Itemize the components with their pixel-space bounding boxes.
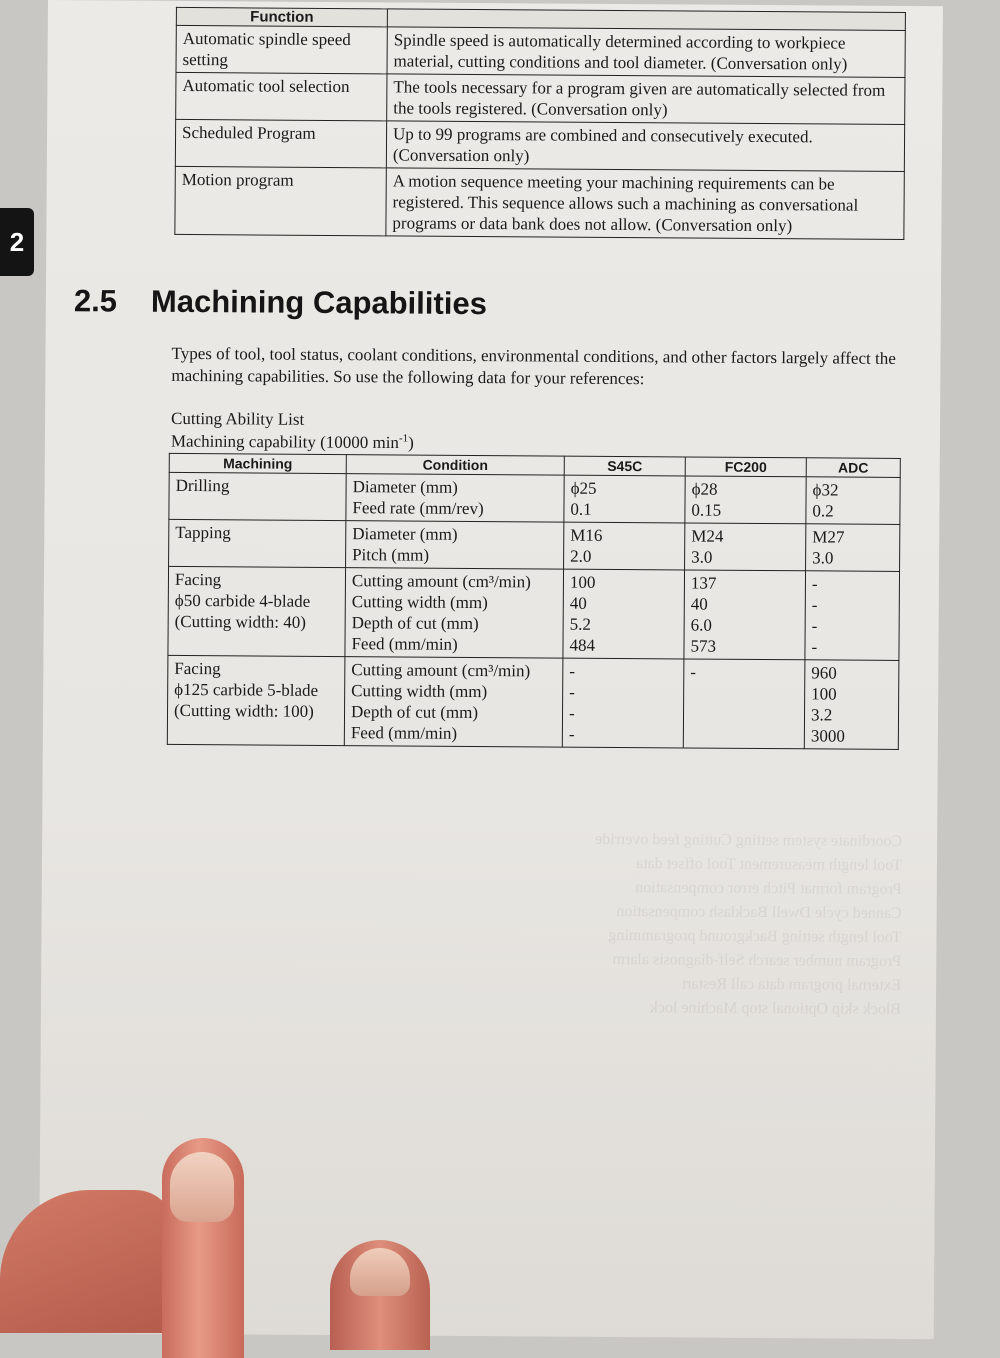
conditions-value: Diameter (mm) <box>352 524 458 544</box>
table-row <box>175 119 904 171</box>
conditions-value: Cutting width (mm) <box>351 681 488 702</box>
s45c-value: M16 <box>570 525 603 545</box>
conditions-cell <box>345 568 564 659</box>
finger-image <box>330 1240 430 1350</box>
fc200-value: 137 <box>690 573 717 593</box>
fc200-value: 3.0 <box>691 547 713 567</box>
conditions-value: Feed (mm/min) <box>351 634 458 654</box>
s45c-cell <box>564 522 685 570</box>
conditions-value: Feed (mm/min) <box>350 723 458 743</box>
bleed-through-text <box>81 800 902 1022</box>
adc-value: ϕ32 <box>812 480 839 500</box>
header-s45c: S45C <box>564 456 685 476</box>
s45c-value: 40 <box>569 593 587 613</box>
s45c-cell <box>564 475 685 523</box>
s45c-value: 2.0 <box>570 546 592 566</box>
machining-value: (Cutting width: 100) <box>173 700 314 721</box>
s45c-value: - <box>568 703 575 723</box>
section-title: Machining Capabilities <box>150 283 488 322</box>
fc200-value: 40 <box>690 594 708 614</box>
fc200-value: 573 <box>690 636 717 656</box>
function-description: A motion sequence meeting your machining requirements can be registered. This sequence allows such a machining as conversational programs or data bank does not allow. (Conversation only) <box>386 168 904 240</box>
machining-cell <box>169 519 346 567</box>
adc-value: 3000 <box>810 726 845 746</box>
adc-cell <box>804 660 899 750</box>
fc200-value: ϕ28 <box>691 479 718 499</box>
s45c-cell <box>562 658 684 748</box>
adc-cell <box>806 477 900 525</box>
s45c-cell <box>563 569 685 659</box>
adc-value: - <box>811 574 818 594</box>
fc200-value: ​ <box>689 704 691 724</box>
machining-cell <box>169 472 346 520</box>
s45c-value: - <box>568 724 575 744</box>
table-row <box>169 472 900 524</box>
adc-value: 3.0 <box>812 548 834 568</box>
header-machining: Machining <box>169 453 346 473</box>
function-table <box>174 7 906 240</box>
bleed-line: Block skip Optional stop Machine lock <box>649 999 902 1018</box>
bleed-line: Program number search Self-diagnosis alarm <box>612 950 902 970</box>
header-adc: ADC <box>806 458 900 478</box>
s45c-value: - <box>569 682 575 702</box>
table-row <box>167 655 899 749</box>
conditions-value: Depth of cut (mm) <box>351 613 479 634</box>
conditions-cell <box>344 657 563 748</box>
section-heading <box>74 283 487 322</box>
bleed-line: Tool length setting Background programming <box>608 926 902 946</box>
function-name: Automatic tool selection <box>176 72 387 120</box>
fc200-value: 6.0 <box>690 615 712 635</box>
s45c-value: 100 <box>569 572 596 592</box>
section-number: 2.5 <box>73 283 118 319</box>
adc-value: 0.2 <box>812 501 834 521</box>
function-description: Up to 99 programs are combined and consecutively executed. (Conversation only) <box>386 121 904 172</box>
conditions-value: Pitch (mm) <box>352 545 430 565</box>
adc-value: 100 <box>811 684 837 704</box>
conditions-value: Cutting width (mm) <box>351 592 488 613</box>
bleed-line: Coordinate system setting Cutting feed override <box>595 830 903 850</box>
adc-value: - <box>811 616 818 636</box>
function-description: The tools necessary for a program given are automatically selected from the tools registered. (Conversation only) <box>387 74 905 125</box>
conditions-cell <box>346 521 564 570</box>
adc-value: - <box>811 637 818 657</box>
machining-value: Drilling <box>175 475 230 496</box>
fingernail <box>350 1248 410 1296</box>
capability-label <box>171 431 414 453</box>
table-row <box>176 25 905 77</box>
machining-value: Tapping <box>175 522 231 543</box>
finger-image <box>162 1138 244 1358</box>
capability-close: ) <box>408 433 414 453</box>
hand-image <box>0 1190 175 1333</box>
machining-value: Facing <box>174 658 221 679</box>
intro-paragraph: Types of tool, tool status, coolant conditions, environmental conditions, and other factors largely affect the machining capabilities. So use the following data for your references: <box>171 343 896 389</box>
machining-cell <box>168 566 346 656</box>
capability-exponent: -1 <box>398 432 409 445</box>
document-page <box>39 0 943 1339</box>
function-name: Automatic spindle speed setting <box>176 25 387 73</box>
conditions-value: Cutting amount (cm³/min) <box>351 660 531 681</box>
function-header: Function <box>176 7 387 26</box>
fc200-value: ​ <box>689 725 690 745</box>
s45c-value: ϕ25 <box>570 478 597 498</box>
conditions-value: Diameter (mm) <box>352 477 458 497</box>
s45c-value: - <box>569 661 576 681</box>
fc200-cell <box>684 570 806 660</box>
conditions-cell <box>346 474 564 523</box>
cutting-list-title: Cutting Ability List <box>171 408 305 429</box>
bleed-line: Tool length measurement Tool offset data <box>635 855 903 874</box>
capability-text: Machining capability (10000 min <box>170 431 400 453</box>
adc-value: 960 <box>811 663 837 683</box>
header-condition: Condition <box>346 455 564 476</box>
machining-value: ϕ125 carbide 5-blade <box>174 679 319 700</box>
table-row <box>175 166 904 239</box>
adc-cell <box>805 571 900 661</box>
adc-cell <box>806 524 900 572</box>
s45c-value: 5.2 <box>569 614 591 634</box>
machining-value: ϕ50 carbide 4-blade <box>174 590 311 611</box>
fc200-cell <box>685 523 806 571</box>
fc200-value: - <box>690 662 697 682</box>
s45c-value: 0.1 <box>570 499 592 519</box>
machining-value: (Cutting width: 40) <box>174 611 307 632</box>
conditions-value: Feed rate (mm/rev) <box>352 498 484 519</box>
table-row <box>168 566 900 660</box>
s45c-value: 484 <box>569 635 596 655</box>
function-description: Spindle speed is automatically determined according to workpiece material, cutting conditions and tool diameter. (Conversation only) <box>387 27 905 78</box>
table-row <box>176 72 905 124</box>
machining-value: Facing <box>174 569 222 590</box>
bleed-line: Program format Pitch error compensation <box>635 879 902 898</box>
cutting-ability-body <box>167 472 900 749</box>
conditions-value: Cutting amount (cm³/min) <box>351 571 531 592</box>
conditions-value: Depth of cut (mm) <box>350 702 479 723</box>
adc-value: M27 <box>812 527 845 547</box>
machining-cell <box>167 655 345 745</box>
cutting-ability-table <box>167 453 901 750</box>
adc-value: - <box>811 595 818 615</box>
fc200-value: ​ <box>690 683 691 703</box>
fc200-value: 0.15 <box>691 500 722 520</box>
fc200-cell <box>683 659 805 749</box>
adc-value: 3.2 <box>810 705 833 725</box>
function-name: Motion program <box>175 166 386 235</box>
header-fc200: FC200 <box>685 457 806 477</box>
bleed-line: External program data call Restart <box>681 975 902 994</box>
chapter-tab: 2 <box>0 208 34 276</box>
fc200-value: M24 <box>691 526 724 546</box>
fc200-cell <box>685 476 806 524</box>
fingernail <box>170 1152 234 1222</box>
bleed-line: Canned cycle Dwell Backlash compensation <box>616 902 902 922</box>
function-name: Scheduled Program <box>175 119 386 167</box>
table-row <box>169 519 900 571</box>
